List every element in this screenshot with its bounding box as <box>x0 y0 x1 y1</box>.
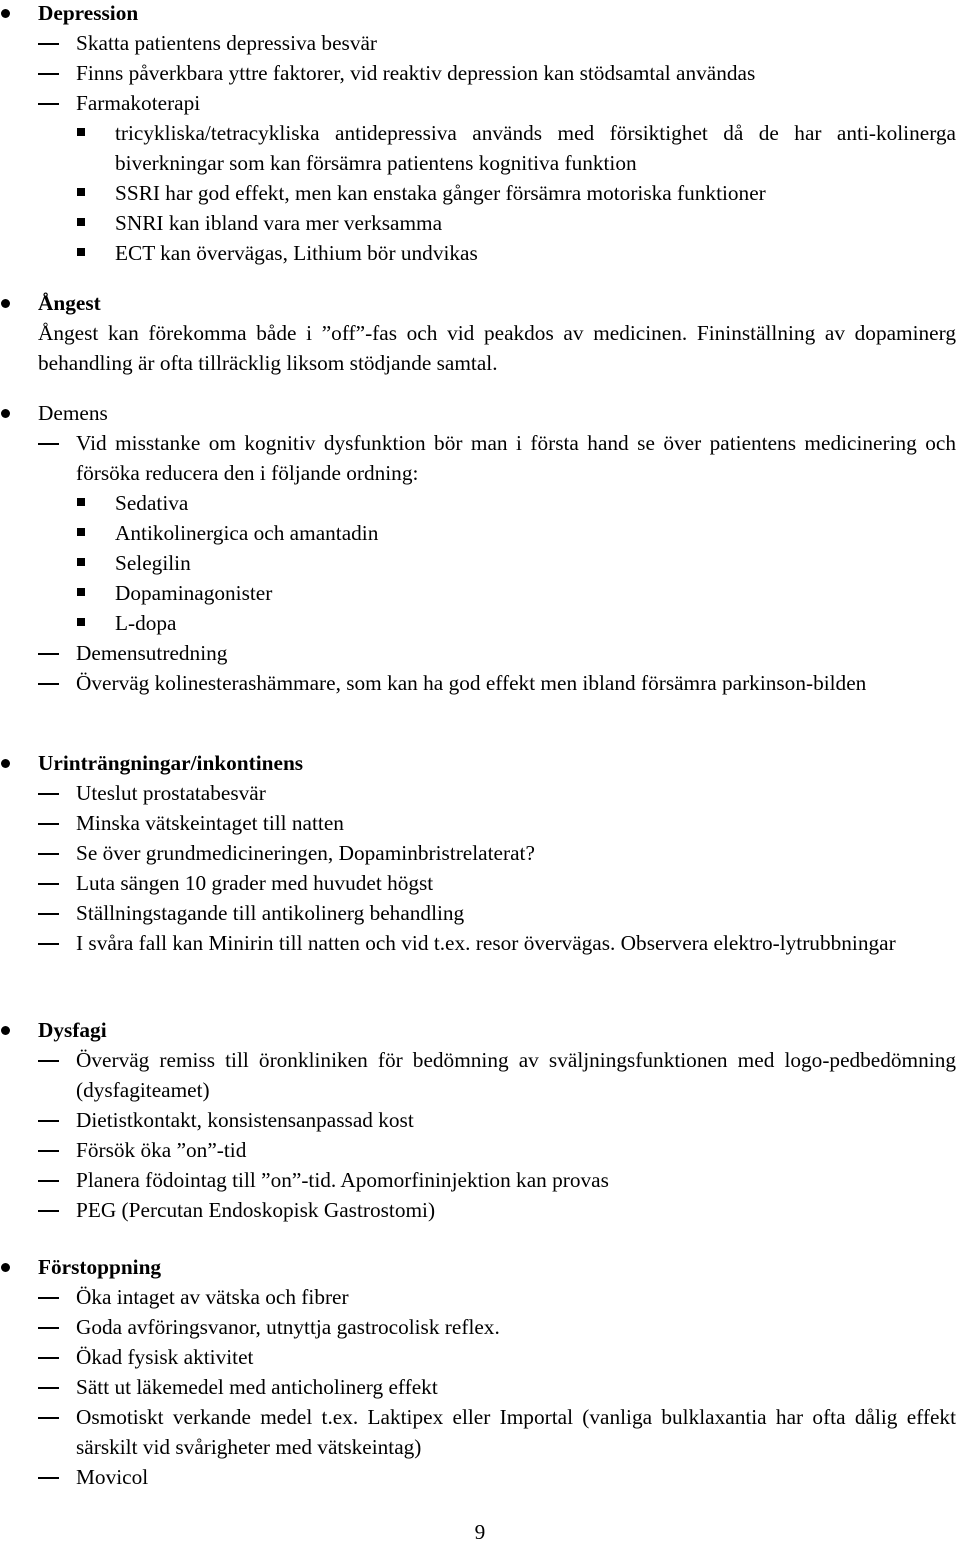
dash-icon <box>38 103 59 105</box>
list-item: Demensutredning <box>0 638 960 668</box>
dash-icon <box>38 1180 59 1182</box>
bullet-icon <box>1 9 10 18</box>
sub-list-item: L-dopa <box>0 608 960 638</box>
section-heading-row <box>0 1252 960 1282</box>
list-item: Osmotiskt verkande medel t.ex. Laktipex eller Importal (vanliga bulklaxantia har ofta dålig effekt särskilt vid svårigheter med vätskeintag) <box>0 1402 960 1462</box>
section-heading-row <box>0 0 960 28</box>
bullet-icon <box>1 759 10 768</box>
dash-icon <box>38 823 59 825</box>
page-number: 9 <box>474 1520 486 1544</box>
square-bullet-icon <box>77 528 85 536</box>
section-heading: Depression <box>38 1 139 25</box>
sub-list-item: SNRI kan ibland vara mer verksamma <box>0 208 960 238</box>
dash-icon <box>38 443 59 445</box>
section-dysfagi <box>0 1015 960 1225</box>
section-heading: Dysfagi <box>38 1018 107 1042</box>
list-item: Ställningstagande till antikolinerg behandling <box>0 898 960 928</box>
list-item: Planera födointag till ”on”-tid. Apomorfininjektion kan provas <box>0 1165 960 1195</box>
section-heading-row <box>0 398 960 428</box>
bullet-icon <box>1 299 10 308</box>
section-angest <box>0 288 960 378</box>
section-heading: Ångest <box>38 291 101 315</box>
section-depression <box>0 0 960 268</box>
dash-icon <box>38 73 59 75</box>
sub-list-item: Dopaminagonister <box>0 578 960 608</box>
list-item: Goda avföringsvanor, utnyttja gastrocolisk reflex. <box>0 1312 960 1342</box>
dash-icon <box>38 683 59 685</box>
list-item: Överväg remiss till öronkliniken för bedömning av sväljningsfunktionen med logo-pedbedömning (dysfagiteamet) <box>0 1045 960 1105</box>
list-item: Luta sängen 10 grader med huvudet högst <box>0 868 960 898</box>
square-bullet-icon <box>77 248 85 256</box>
dash-icon <box>38 883 59 885</box>
list-item: I svåra fall kan Minirin till natten och vid t.ex. resor övervägas. Observera elektro-lytrubbningar <box>0 928 960 958</box>
sub-list-item: SSRI har god effekt, men kan enstaka gånger försämra motoriska funktioner <box>0 178 960 208</box>
dash-icon <box>38 793 59 795</box>
bullet-icon <box>1 1263 10 1272</box>
square-bullet-icon <box>77 188 85 196</box>
section-heading-row <box>0 748 960 778</box>
list-item: Öka intaget av vätska och fibrer <box>0 1282 960 1312</box>
section-urin <box>0 748 960 958</box>
section-heading: Demens <box>38 401 108 425</box>
section-demens <box>0 398 960 698</box>
sub-list-item: ECT kan övervägas, Lithium bör undvikas <box>0 238 960 268</box>
list-item: Farmakoterapi <box>0 88 960 118</box>
list-item: Sätt ut läkemedel med anticholinerg effekt <box>0 1372 960 1402</box>
dash-icon <box>38 913 59 915</box>
sub-list-item: Sedativa <box>0 488 960 518</box>
section-forstoppning <box>0 1252 960 1492</box>
section-heading: Förstoppning <box>38 1255 162 1279</box>
dash-icon <box>38 853 59 855</box>
dash-icon <box>38 943 59 945</box>
paragraph: Ångest kan förekomma både i ”off”-fas och vid peakdos av medicinen. Fininställning av dopaminerg behandling är ofta tillräcklig liksom stödjande samtal. <box>38 321 956 375</box>
sub-list-item: Selegilin <box>0 548 960 578</box>
dash-icon <box>38 1357 59 1359</box>
list-item: Minska vätskeintaget till natten <box>0 808 960 838</box>
list-item: Vid misstanke om kognitiv dysfunktion bör man i första hand se över patientens medicinering och försöka reducera den i följande ordning: <box>0 428 960 488</box>
list-item: Försök öka ”on”-tid <box>0 1135 960 1165</box>
list-item: Se över grundmedicineringen, Dopaminbristrelaterat? <box>0 838 960 868</box>
list-item: Uteslut prostatabesvär <box>0 778 960 808</box>
square-bullet-icon <box>77 618 85 626</box>
list-item: Finns påverkbara yttre faktorer, vid reaktiv depression kan stödsamtal användas <box>0 58 960 88</box>
dash-icon <box>38 1387 59 1389</box>
dash-icon <box>38 1417 59 1419</box>
dash-icon <box>38 1297 59 1299</box>
dash-icon <box>38 1060 59 1062</box>
square-bullet-icon <box>77 558 85 566</box>
section-heading-row <box>0 288 960 318</box>
dash-icon <box>38 1120 59 1122</box>
square-bullet-icon <box>77 498 85 506</box>
dash-icon <box>38 1210 59 1212</box>
list-item: Movicol <box>0 1462 960 1492</box>
dash-icon <box>38 1327 59 1329</box>
dash-icon <box>38 1150 59 1152</box>
list-item: Överväg kolinesterashämmare, som kan ha god effekt men ibland försämra parkinson-bilden <box>0 668 960 698</box>
square-bullet-icon <box>77 218 85 226</box>
section-heading-row <box>0 1015 960 1045</box>
bullet-icon <box>1 409 10 418</box>
bullet-icon <box>1 1026 10 1035</box>
list-item: Skatta patientens depressiva besvär <box>0 28 960 58</box>
section-heading: Urinträngningar/inkontinens <box>38 751 304 775</box>
dash-icon <box>38 653 59 655</box>
sub-list-item: tricykliska/tetracykliska antidepressiva används med försiktighet då de har anti-kolinerga biverkningar som kan försämra patientens kognitiva funktion <box>0 118 960 178</box>
dash-icon <box>38 1477 59 1479</box>
dash-icon <box>38 43 59 45</box>
list-item: Ökad fysisk aktivitet <box>0 1342 960 1372</box>
square-bullet-icon <box>77 588 85 596</box>
list-item: PEG (Percutan Endoskopisk Gastrostomi) <box>0 1195 960 1225</box>
sub-list-item: Antikolinergica och amantadin <box>0 518 960 548</box>
list-item: Dietistkontakt, konsistensanpassad kost <box>0 1105 960 1135</box>
square-bullet-icon <box>77 128 85 136</box>
